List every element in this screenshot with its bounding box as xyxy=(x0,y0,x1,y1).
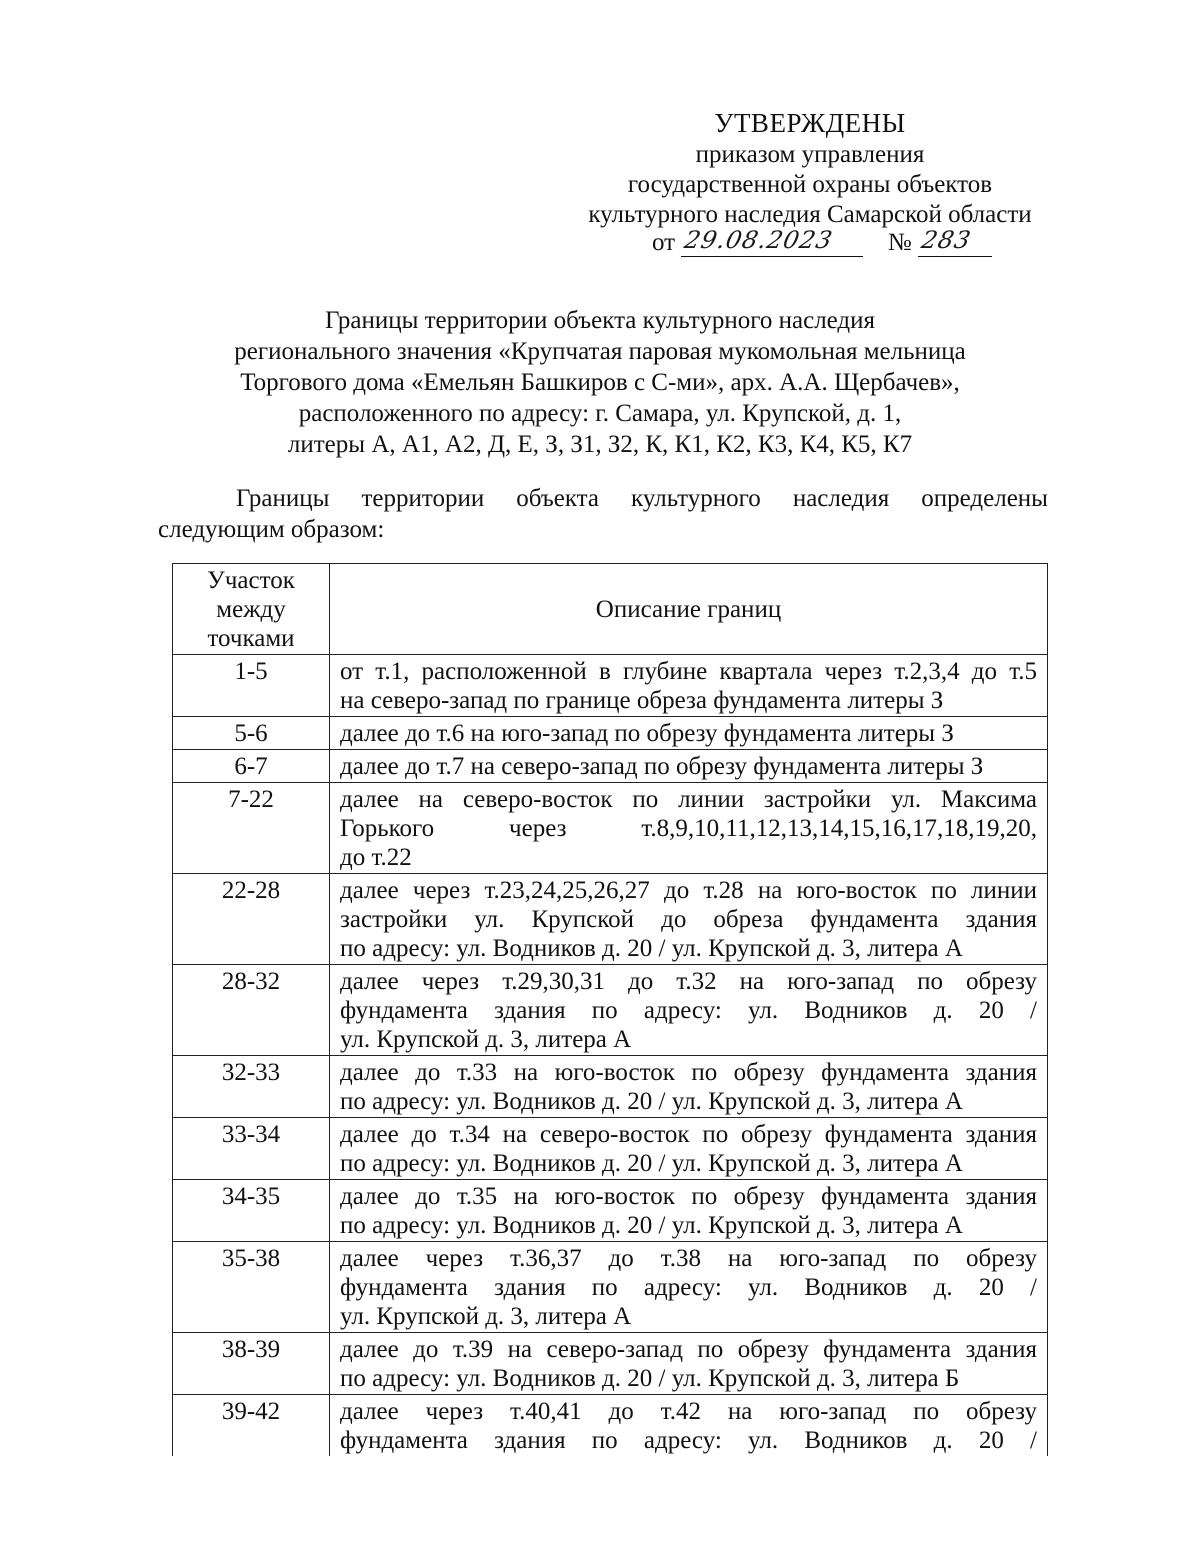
description-line: по адресу: ул. Водников д. 20 / ул. Крупской д. 3, литера А xyxy=(340,935,963,962)
description-line: от т.1, расположенной в глубине квартала через т.2,3,4 до т.5 xyxy=(340,658,1037,685)
description-line: застройки ул. Крупской до обреза фундамента здания xyxy=(340,906,1037,933)
table-row xyxy=(173,1118,1048,1180)
description-line: далее на северо-восток по линии застройки ул. Максима xyxy=(340,786,1037,813)
segment-cell: 34-35 xyxy=(173,1180,330,1242)
description-cell xyxy=(330,655,1048,717)
description-line: далее до т.34 на северо-восток по обрезу фундамента здания xyxy=(340,1121,1037,1148)
table-row xyxy=(173,874,1048,965)
description-cell xyxy=(330,1333,1048,1395)
description-line: далее через т.36,37 до т.38 на юго-запад по обрезу xyxy=(340,1245,1037,1272)
table-row xyxy=(173,1242,1048,1333)
description-cell xyxy=(330,717,1048,750)
description-cell xyxy=(330,874,1048,965)
intro-line-1 xyxy=(158,483,1048,514)
table-row xyxy=(173,1333,1048,1395)
description-cell xyxy=(330,1118,1048,1180)
approval-line: приказом управления xyxy=(695,141,925,168)
segment-cell: 33-34 xyxy=(173,1118,330,1180)
date-field xyxy=(681,228,863,257)
description-line: фундамента здания по адресу: ул. Водников д. 20 / xyxy=(340,997,1037,1024)
header-segment xyxy=(173,564,330,655)
segment-cell: 6-7 xyxy=(173,750,330,783)
heading-line: Границы территории объекта культурного наследия xyxy=(324,307,876,334)
description-line: далее через т.23,24,25,26,27 до т.28 на юго-восток по линии xyxy=(340,877,1037,904)
description-line: Горького через т.8,9,10,11,12,13,14,15,16,17,18,19,20, xyxy=(340,815,1037,842)
table-row xyxy=(173,655,1048,717)
heading-line: Торгового дома «Емельян Башкиров с С-ми», арх. А.А. Щербачев», xyxy=(240,369,960,396)
description-line: фундамента здания по адресу: ул. Водников д. 20 / xyxy=(340,1274,1037,1301)
description-cell xyxy=(330,1180,1048,1242)
segment-cell: 39-42 xyxy=(173,1395,330,1457)
description-line: далее до т.33 на юго-восток по обрезу фундамента здания xyxy=(340,1059,1037,1086)
description-cell xyxy=(330,965,1048,1056)
heading-line: регионального значения «Крупчатая паровая мукомольная мельница xyxy=(234,338,966,365)
description-line: далее до т.6 на юго-запад по обрезу фундамента литеры З xyxy=(340,720,954,747)
segment-cell: 7-22 xyxy=(173,783,330,874)
intro-paragraph xyxy=(158,483,1048,545)
intro-line-2: следующим образом: xyxy=(158,516,385,543)
table-row xyxy=(173,965,1048,1056)
approval-block xyxy=(560,108,1060,230)
order-date-number-line xyxy=(652,228,982,262)
description-line: ул. Крупской д. 3, литера А xyxy=(340,1026,632,1053)
description-line: далее через т.40,41 до т.42 на юго-запад по обрезу xyxy=(340,1398,1037,1425)
header-description: Описание границ xyxy=(330,564,1048,655)
table-row xyxy=(173,750,1048,783)
date-prefix: от xyxy=(652,229,676,256)
table-row xyxy=(173,1180,1048,1242)
header-segment-line: между xyxy=(216,596,286,623)
table-row xyxy=(173,1395,1048,1457)
intro-word: территории xyxy=(361,485,485,512)
description-line: по адресу: ул. Водников д. 20 / ул. Крупской д. 3, литера А xyxy=(340,1088,963,1115)
intro-word: наследия xyxy=(792,485,890,512)
intro-word: объекта xyxy=(516,485,600,512)
description-cell xyxy=(330,1242,1048,1333)
description-line: на северо-запад по границе обреза фундамента литеры З xyxy=(340,687,944,714)
description-cell xyxy=(330,783,1048,874)
description-cell xyxy=(330,1395,1048,1457)
description-line: по адресу: ул. Водников д. 20 / ул. Крупской д. 3, литера А xyxy=(340,1150,963,1177)
boundaries-table xyxy=(172,563,1048,1456)
description-line: по адресу: ул. Водников д. 20 / ул. Крупской д. 3, литера А xyxy=(340,1212,963,1239)
segment-cell: 28-32 xyxy=(173,965,330,1056)
description-cell xyxy=(330,1056,1048,1118)
intro-word: культурного xyxy=(631,485,761,512)
heading-line: литеры А, А1, А2, Д, Е, З, З1, З2, К, К1, К2, К3, К4, К5, К7 xyxy=(287,431,913,458)
description-line: далее через т.29,30,31 до т.32 на юго-запад по обрезу xyxy=(340,968,1037,995)
segment-cell: 1-5 xyxy=(173,655,330,717)
segment-cell: 5-6 xyxy=(173,717,330,750)
intro-word: Границы xyxy=(236,485,330,512)
table-row xyxy=(173,1056,1048,1118)
handwritten-number: 283 xyxy=(918,226,974,254)
segment-cell: 32-33 xyxy=(173,1056,330,1118)
description-line: до т.22 xyxy=(340,844,412,871)
description-line: далее до т.35 на юго-восток по обрезу фундамента здания xyxy=(340,1183,1037,1210)
document-heading xyxy=(150,305,1050,460)
description-line: по адресу: ул. Водников д. 20 / ул. Крупской д. 3, литера Б xyxy=(340,1365,960,1392)
description-cell xyxy=(330,750,1048,783)
description-line: далее до т.7 на северо-запад по обрезу фундамента литеры З xyxy=(340,753,984,780)
description-line: фундамента здания по адресу: ул. Водников д. 20 / xyxy=(340,1427,1037,1454)
description-line: далее до т.39 на северо-запад по обрезу фундамента здания xyxy=(340,1336,1037,1363)
segment-cell: 35-38 xyxy=(173,1242,330,1333)
table-header-row xyxy=(173,564,1048,655)
header-segment-line: точками xyxy=(207,625,295,652)
segment-cell: 38-39 xyxy=(173,1333,330,1395)
description-line: ул. Крупской д. 3, литера А xyxy=(340,1303,632,1330)
header-segment-line: Участок xyxy=(207,567,295,594)
approval-line: культурного наследия Самарской области xyxy=(588,201,1032,228)
handwritten-date: 29.08.2023 xyxy=(682,226,836,254)
intro-word: определены xyxy=(921,485,1048,512)
approval-title: УТВЕРЖДЕНЫ xyxy=(714,108,906,138)
segment-cell: 22-28 xyxy=(173,874,330,965)
approval-line: государственной охраны объектов xyxy=(627,171,993,198)
heading-line: расположенного по адресу: г. Самара, ул. Крупской, д. 1, xyxy=(298,400,902,427)
table-row xyxy=(173,717,1048,750)
number-prefix: № xyxy=(887,229,912,256)
number-field xyxy=(918,228,992,257)
table-row xyxy=(173,783,1048,874)
